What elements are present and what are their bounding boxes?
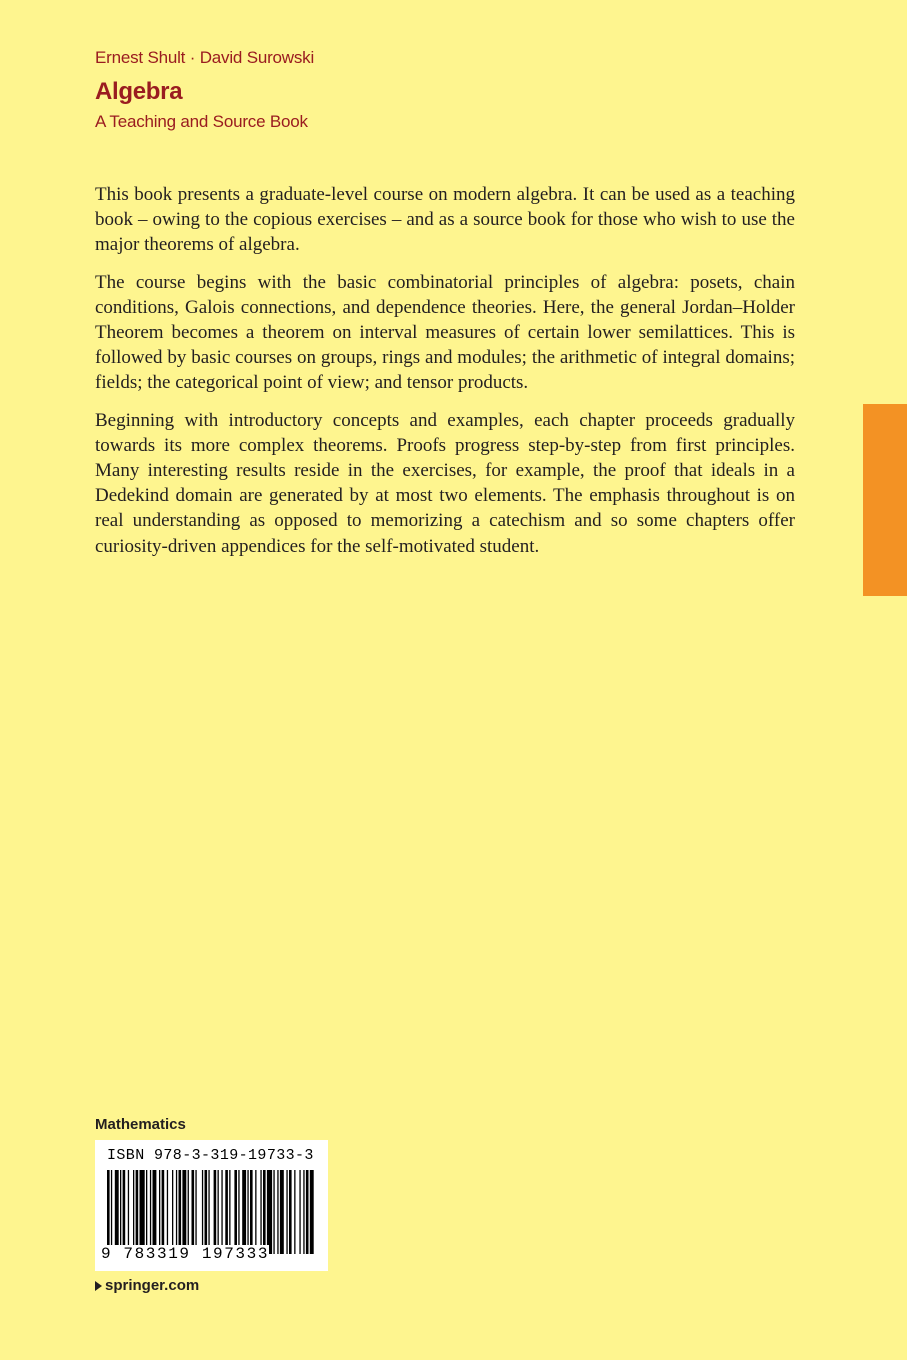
barcode-bar <box>234 1170 237 1254</box>
ean-number: 9 783319 197333 <box>101 1245 270 1263</box>
barcode-bar <box>277 1170 278 1254</box>
barcode-bar <box>107 1170 110 1254</box>
barcode <box>107 1170 317 1254</box>
barcode-bar <box>167 1170 168 1254</box>
barcode-bar <box>111 1170 112 1254</box>
barcode-bar <box>260 1170 261 1254</box>
barcode-bar <box>238 1170 239 1254</box>
barcode-bar <box>172 1170 173 1254</box>
barcode-bar <box>273 1170 274 1254</box>
book-title: Algebra <box>95 78 183 105</box>
barcode-bar <box>128 1170 129 1254</box>
barcode-bar <box>162 1170 165 1254</box>
barcode-bar <box>242 1170 246 1254</box>
description <box>95 182 795 571</box>
isbn-barcode-box <box>95 1140 328 1271</box>
barcode-bar <box>195 1170 196 1254</box>
barcode-bar <box>188 1170 189 1254</box>
description-paragraph-2: The course begins with the basic combinatorial principles of algebra: posets, chain conditions, Galois connections, and dependence theories. Here, the general Jordan–Holder Theorem becomes a theorem on interval measures of certain lower semilattices. This is followed by basic courses on groups, rings and modules; the arithmetic of integral domains; fields; the categorical point of view; and tensor products. <box>95 271 795 394</box>
barcode-bar <box>267 1170 272 1254</box>
barcode-bar <box>286 1170 287 1254</box>
description-paragraph-3: Beginning with introductory concepts and examples, each chapter proceeds gradually towards its more complex theorems. Proofs progress step-by-step from first principles. Many interesting results reside in the exercises, for example, the proof that ideals in a Dedekind domain are generated by at most two elements. The emphasis throughout is on real understanding as opposed to memorizing a catechism and so some chapters offer curiosity-driven appendices for the self-motivated student. <box>95 409 795 557</box>
barcode-bar <box>263 1170 266 1254</box>
subject-label: Mathematics <box>95 1116 186 1133</box>
barcode-bar <box>123 1170 126 1254</box>
arrow-right-icon <box>95 1281 102 1291</box>
barcode-bar <box>214 1170 217 1254</box>
barcode-bar <box>289 1170 292 1254</box>
book-subtitle: A Teaching and Source Book <box>95 112 308 131</box>
barcode-bar <box>182 1170 186 1254</box>
barcode-bar <box>159 1170 160 1254</box>
barcode-bar <box>221 1170 222 1254</box>
barcode-bar <box>225 1170 228 1254</box>
barcode-bar <box>140 1170 145 1254</box>
barcode-bar <box>303 1170 304 1254</box>
barcode-bar <box>229 1170 230 1254</box>
barcode-bar <box>306 1170 309 1254</box>
barcode-bar <box>120 1170 121 1254</box>
side-color-tab <box>863 404 907 596</box>
barcode-bar <box>218 1170 219 1254</box>
barcode-bar <box>205 1170 208 1254</box>
description-paragraph-1: This book presents a graduate-level course on modern algebra. It can be used as a teaching book – owing to the copious exercises – and as a source book for those who wish to use the major theorems of algebra. <box>95 184 795 256</box>
barcode-bar <box>115 1170 119 1254</box>
isbn-number: ISBN 978-3-319-19733-3 <box>107 1147 314 1164</box>
barcode-bar <box>153 1170 157 1254</box>
barcode-bar <box>146 1170 147 1254</box>
barcode-bar <box>150 1170 151 1254</box>
barcode-bar <box>176 1170 177 1254</box>
barcode-bar <box>294 1170 295 1254</box>
barcode-bar <box>136 1170 139 1254</box>
barcode-bar <box>133 1170 134 1254</box>
barcode-bar <box>202 1170 203 1254</box>
barcode-bar <box>192 1170 195 1254</box>
barcode-bar <box>299 1170 300 1254</box>
publisher-link-label: springer.com <box>105 1277 200 1294</box>
publisher-link[interactable] <box>95 1277 199 1294</box>
barcode-bar <box>250 1170 253 1254</box>
barcode-bar <box>310 1170 314 1254</box>
barcode-bar <box>179 1170 182 1254</box>
barcode-bar <box>255 1170 256 1254</box>
barcode-bar <box>280 1170 284 1254</box>
barcode-bar <box>208 1170 209 1254</box>
barcode-bar <box>247 1170 248 1254</box>
authors: Ernest Shult · David Surowski <box>95 48 315 67</box>
